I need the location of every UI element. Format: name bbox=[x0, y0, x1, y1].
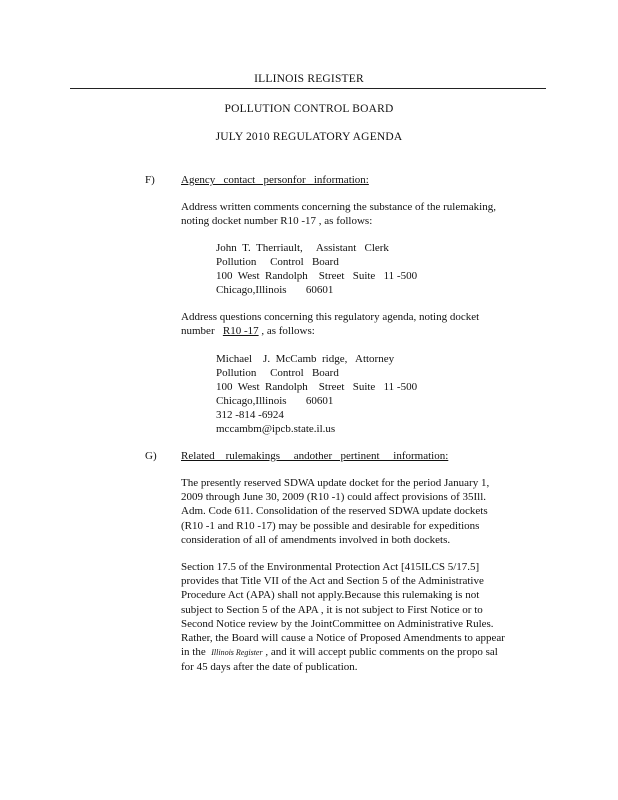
text-line: (R10 -1 and R10 -17) may be possible and desirable for expeditions bbox=[181, 519, 480, 532]
text-line: Second Notice review by the JointCommittee on Administrative Rules. bbox=[181, 617, 494, 630]
text-line: noting docket number R10 -17 , as follows: bbox=[181, 215, 373, 228]
address-line: Pollution Control Board bbox=[216, 256, 339, 268]
agenda-title: JULY 2010 REGULATORY AGENDA bbox=[215, 131, 403, 143]
section-g-paragraph-2 bbox=[181, 560, 516, 675]
email-address: mccambm@ipcb.state.il.us bbox=[216, 423, 336, 435]
text-line: Section 17.5 of the Environmental Protection Act [415ILCS 5/17.5] bbox=[181, 561, 480, 573]
address-line: 100 West Randolph Street Suite 11 -500 bbox=[216, 270, 418, 282]
text-line: Address written comments concerning the substance of the rulemaking, bbox=[181, 201, 496, 213]
section-g-heading: Related rulemakings andother pertinent information: bbox=[181, 450, 449, 462]
docket-number: R10 -17 bbox=[222, 325, 259, 338]
text-line: Adm. Code 611. Consolidation of the reserved SDWA update dockets bbox=[181, 505, 488, 518]
address-line: Pollution Control Board bbox=[216, 367, 339, 379]
text-line: subject to Section 5 of the APA , it is not subject to First Notice or to bbox=[181, 603, 483, 616]
address-line: John T. Therriault, Assistant Clerk bbox=[216, 242, 389, 254]
register-title: ILLINOIS REGISTER bbox=[254, 73, 364, 85]
attorney-address bbox=[216, 352, 417, 436]
text-fragment: , as follows: bbox=[261, 325, 315, 338]
text-line: Procedure Act (APA) shall not apply.Because this rulemaking is not bbox=[181, 589, 480, 602]
address-line: 100 West Randolph Street Suite 11 -500 bbox=[216, 381, 418, 393]
register-italic: Illinois Register bbox=[211, 648, 263, 658]
text-fragment: in the bbox=[181, 646, 206, 659]
text-line: provides that Title VII of the Act and Section 5 of the Administrative bbox=[181, 575, 484, 588]
clerk-address bbox=[216, 241, 417, 297]
text-line: 2009 through June 30, 2009 (R10 -1) could affect provisions of 35Ill. bbox=[181, 491, 487, 504]
section-g-paragraph-1 bbox=[181, 476, 516, 547]
text-line: consideration of all of amendments involved in both dockets. bbox=[181, 533, 451, 546]
section-f-paragraph-2 bbox=[181, 310, 516, 338]
text-line: The presently reserved SDWA update docket for the period January 1, bbox=[181, 477, 490, 489]
text-line: Address questions concerning this regulatory agenda, noting docket bbox=[181, 311, 480, 323]
section-f-paragraph-1 bbox=[181, 200, 516, 228]
text-fragment: , and it will accept public comments on the propo sal bbox=[262, 646, 498, 659]
text-line bbox=[181, 645, 516, 660]
board-title: POLLUTION CONTROL BOARD bbox=[224, 103, 394, 115]
section-f-heading: Agency contact personfor information: bbox=[181, 174, 369, 186]
text-line: for 45 days after the date of publication. bbox=[181, 661, 358, 674]
section-f-letter: F) bbox=[145, 174, 155, 186]
text-line: Rather, the Board will cause a Notice of Proposed Amendments to appear bbox=[181, 632, 505, 645]
text-line bbox=[181, 324, 516, 338]
address-line: Chicago,Illinois 60601 bbox=[216, 284, 334, 296]
address-line: Chicago,Illinois 60601 bbox=[216, 395, 334, 407]
phone-number: 312 -814 -6924 bbox=[216, 409, 284, 421]
text-fragment: number bbox=[181, 325, 215, 338]
address-line: Michael J. McCamb ridge, Attorney bbox=[216, 353, 395, 365]
section-g-letter: G) bbox=[145, 450, 157, 462]
header-rule bbox=[70, 88, 546, 89]
